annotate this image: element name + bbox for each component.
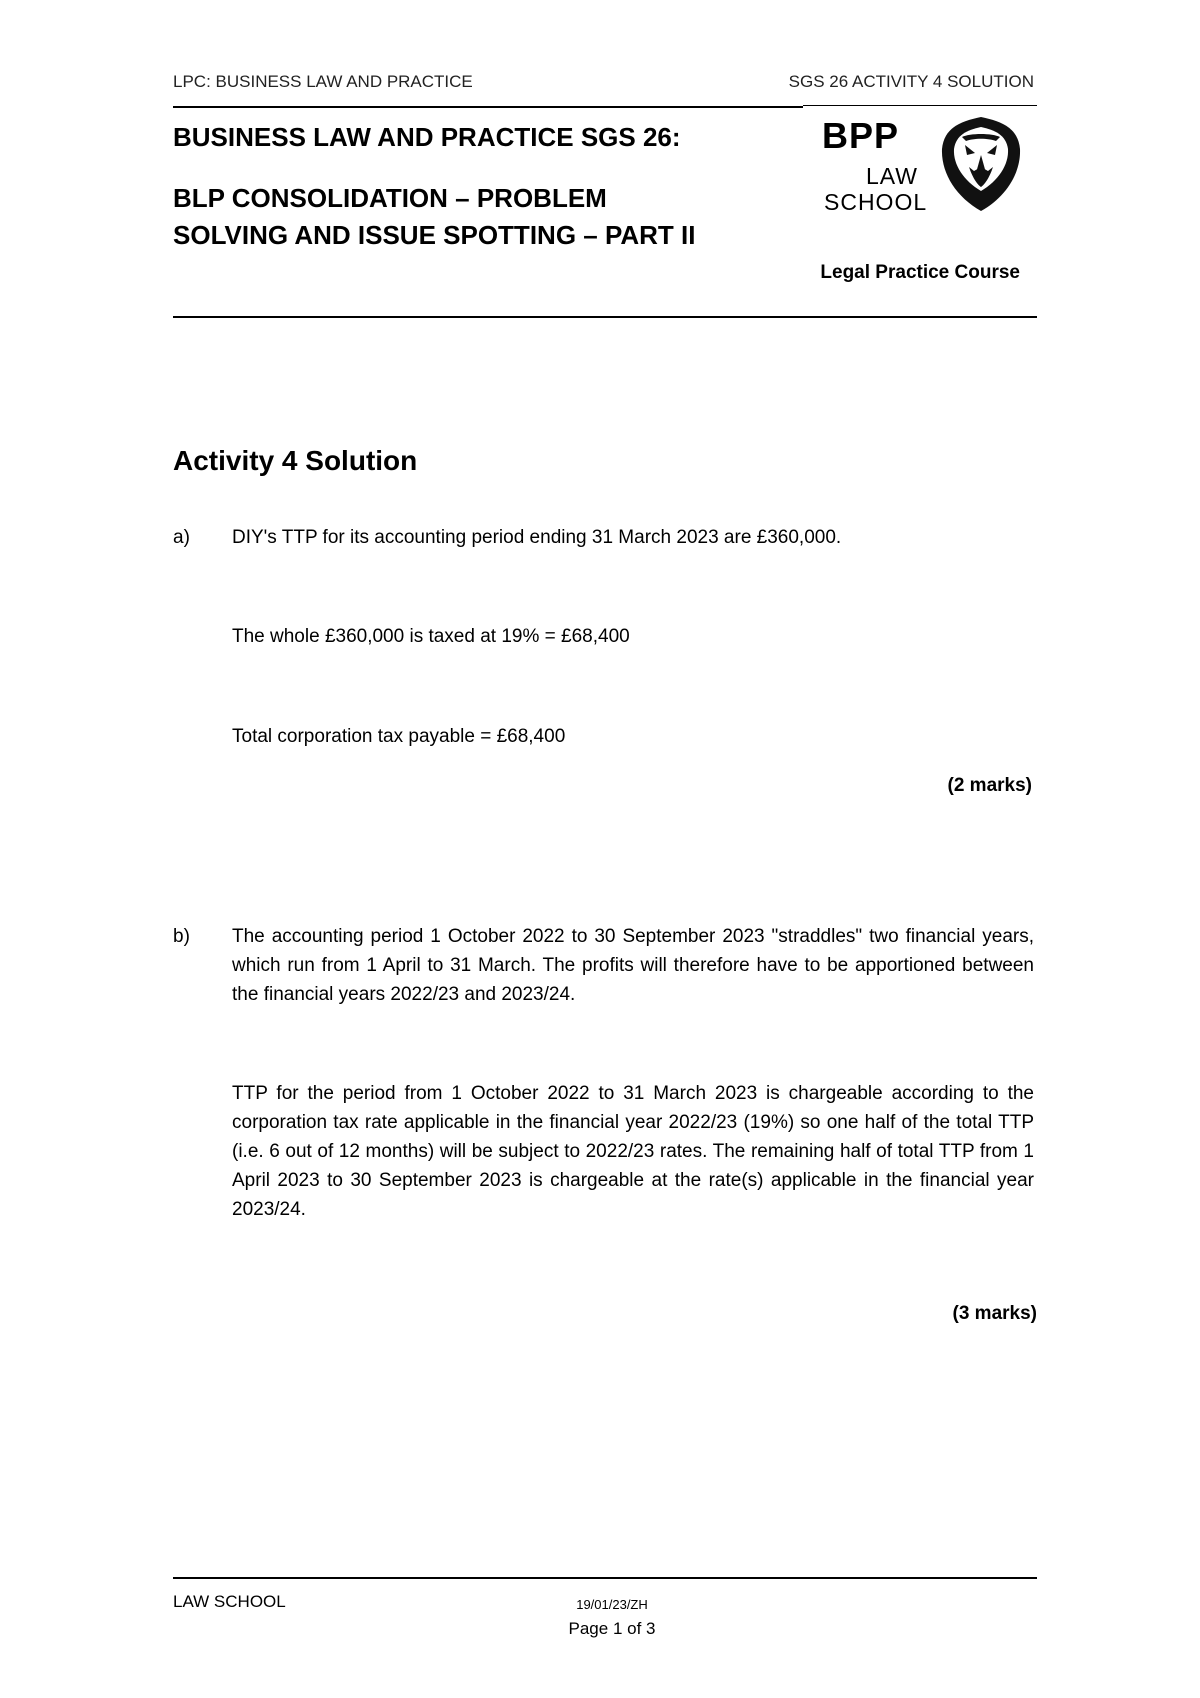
part-a-paragraph-3: Total corporation tax payable = £68,400 xyxy=(232,726,566,747)
part-a-label: a) xyxy=(173,527,190,548)
course-name: Legal Practice Course xyxy=(820,262,1020,283)
part-a-paragraph-1: DIY's TTP for its accounting period ending 31 March 2023 are £360,000. xyxy=(232,527,842,548)
footer-left: LAW SCHOOL xyxy=(173,1592,286,1611)
part-b-marks: (3 marks) xyxy=(952,1303,1037,1324)
logo-school-text: SCHOOL xyxy=(824,189,928,215)
part-a-marks: (2 marks) xyxy=(947,775,1032,796)
bpp-law-school-logo xyxy=(822,115,1027,230)
header-right: SGS 26 ACTIVITY 4 SOLUTION xyxy=(788,72,1034,91)
part-b-paragraph-2: TTP for the period from 1 October 2022 to 31 March 2023 is chargeable according to the corporation tax rate applicable in the financial year 2022/23 (19%) so one half of the total TTP (i.e. 6 out of 12 months) will be subject to 2022/23 rates. The remaining half of total TTP from 1 April 2023 to 30 September 2023 is chargeable at the rate(s) applicable in the financial year 2023/24. xyxy=(232,1083,1034,1220)
footer-rule xyxy=(173,1577,1037,1579)
document-title-line2: BLP CONSOLIDATION – PROBLEM xyxy=(173,183,607,213)
page-number: Page 1 of 3 xyxy=(568,1619,656,1638)
header-left: LPC: BUSINESS LAW AND PRACTICE xyxy=(173,72,473,91)
lion-head-icon xyxy=(940,115,1022,213)
document-title-line3: SOLVING AND ISSUE SPOTTING – PART II xyxy=(173,220,696,250)
document-title-line1: BUSINESS LAW AND PRACTICE SGS 26: xyxy=(173,122,681,152)
logo-bpp-text: BPP xyxy=(822,115,900,156)
part-b-paragraph-1: The accounting period 1 October 2022 to 30 September 2023 "straddles" two financial years, which run from 1 April to 31 March. The profits will therefore have to be apportioned between the financial years 2022/23 and 2023/24. xyxy=(232,926,1034,1005)
header-rule-right xyxy=(803,105,1037,106)
logo-law-text: LAW xyxy=(866,163,918,189)
activity-heading: Activity 4 Solution xyxy=(173,445,418,476)
part-b-label: b) xyxy=(173,926,190,947)
title-bottom-rule xyxy=(173,316,1037,318)
header-rule-left xyxy=(173,106,803,108)
part-a-paragraph-2: The whole £360,000 is taxed at 19% = £68,400 xyxy=(232,626,630,647)
footer-code: 19/01/23/ZH xyxy=(576,1597,648,1612)
